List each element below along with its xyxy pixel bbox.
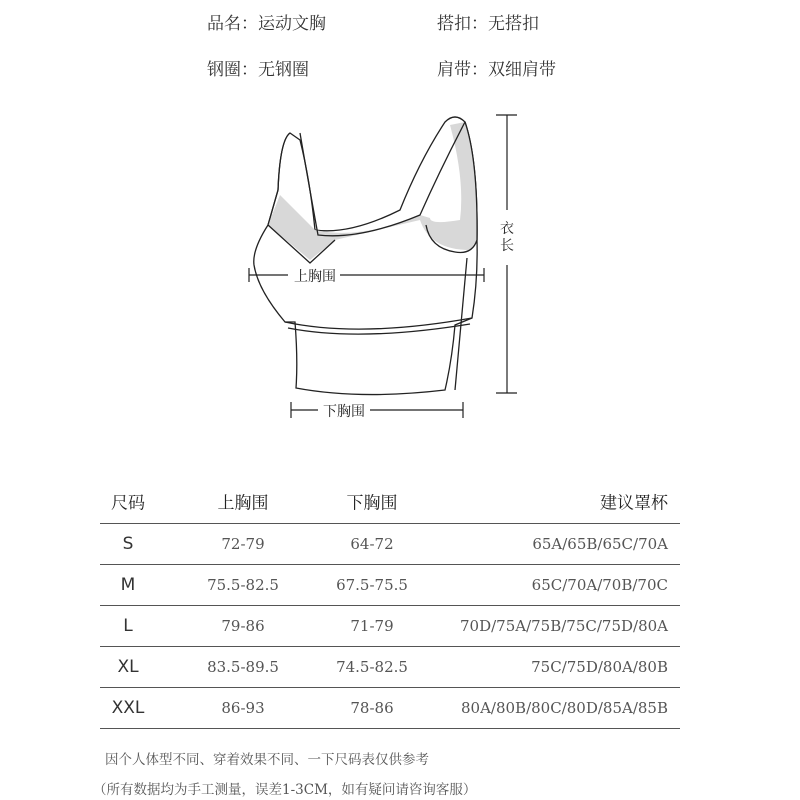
- upper-bust-cell: 72-79: [221, 535, 265, 553]
- table-row: [100, 647, 680, 688]
- header-upper-bust: 上胸围: [217, 493, 269, 513]
- size-cell: XXL: [111, 698, 145, 718]
- table-row: [100, 524, 680, 565]
- length-label-1: 衣: [500, 221, 514, 237]
- bra-diagram: [240, 100, 530, 430]
- cup-cell: 65C/70A/70B/70C: [531, 576, 668, 594]
- spec-product-name: 品名：运动文胸: [207, 14, 326, 34]
- bra-outline: [254, 117, 477, 395]
- under-bust-label: 下胸围: [323, 404, 365, 420]
- under-bust-cell: 78-86: [350, 699, 394, 717]
- cup-cell: 65A/65B/65C/70A: [532, 535, 668, 553]
- table-row: [100, 565, 680, 606]
- under-bust-cell: 74.5-82.5: [336, 658, 408, 676]
- under-bust-cell: 67.5-75.5: [336, 576, 408, 594]
- under-bust-cell: 64-72: [350, 535, 394, 553]
- measurement-note: （所有数据均为手工测量，误差1-3CM，如有疑问请咨询客服）: [93, 782, 477, 798]
- disclaimer-note: 因个人体型不同、穿着效果不同、一下尺码表仅供参考: [105, 752, 429, 768]
- under-bust-cell: 71-79: [350, 617, 394, 635]
- size-cell: M: [120, 575, 136, 595]
- header-cup: 建议罩杯: [600, 493, 668, 513]
- size-cell: L: [123, 616, 133, 636]
- table-row: [100, 606, 680, 647]
- cup-cell: 75C/75D/80A/80B: [531, 658, 668, 676]
- length-label-2: 长: [500, 238, 514, 254]
- table-header: [100, 478, 680, 524]
- upper-bust-cell: 75.5-82.5: [207, 576, 279, 594]
- size-cell: XL: [117, 657, 139, 677]
- cup-cell: 80A/80B/80C/80D/85A/85B: [460, 699, 668, 717]
- header-size: 尺码: [111, 493, 145, 513]
- upper-bust-cell: 79-86: [221, 617, 265, 635]
- upper-bust-cell: 83.5-89.5: [207, 658, 279, 676]
- table-row: [100, 688, 680, 729]
- spec-underwire: 钢圈：无钢圈: [207, 60, 309, 80]
- upper-bust-label: 上胸围: [294, 269, 336, 285]
- size-table: [100, 478, 680, 729]
- size-cell: S: [122, 534, 134, 554]
- spec-strap: 肩带：双细肩带: [437, 60, 556, 80]
- header-under-bust: 下胸围: [346, 493, 398, 513]
- upper-bust-cell: 86-93: [221, 699, 265, 717]
- cup-cell: 70D/75A/75B/75C/75D/80A: [459, 617, 668, 635]
- spec-clasp: 搭扣：无搭扣: [437, 14, 539, 34]
